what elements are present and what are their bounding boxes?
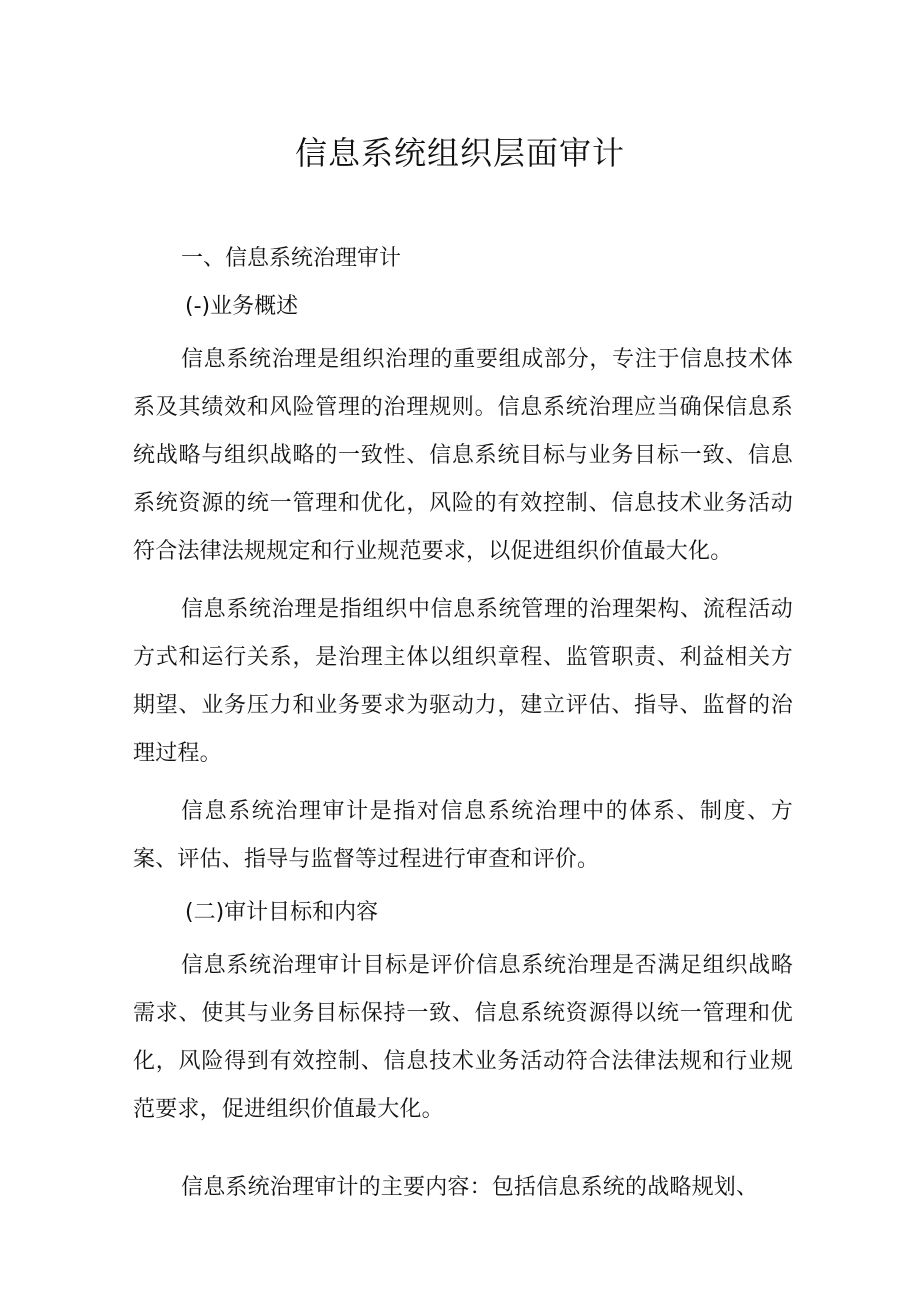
paragraph: 信息系统治理是指组织中信息系统管理的治理架构、流程活动方式和运行关系，是治理主体以组织章程、监管职责、利益相关方期望、业务压力和业务要求为驱动力，建立评估、指导、监督的治理过程。 — [133, 597, 793, 766]
document-title: 信息系统组织层面审计 — [294, 134, 625, 172]
subsection-heading-business-overview: (-)业务概述 — [185, 294, 299, 319]
paragraph: 信息系统治理是组织治理的重要组成部分，专注于信息技术体系及其绩效和风险管理的治理规则。信息系统治理应当确保信息系统战略与组织战略的一致性、信息系统目标与业务目标一致、信息系统资源的统一管理和优化，风险的有效控制、信息技术业务活动符合法律法规规定和行业规范要求，以促进组织价值最大化。 — [133, 347, 793, 564]
subsection-heading-audit-objectives: (二)审计目标和内容 — [185, 900, 379, 925]
section-heading-governance-audit: 一、信息系统治理审计 — [181, 246, 402, 271]
paragraph: 信息系统治理审计是指对信息系统治理中的体系、制度、方案、评估、指导与监督等过程进行审查和评价。 — [133, 799, 793, 872]
paragraph: 信息系统治理审计的主要内容：包括信息系统的战略规划、 — [181, 1175, 759, 1200]
paragraph: 信息系统治理审计目标是评价信息系统治理是否满足组织战略需求、使其与业务目标保持一致、信息系统资源得以统一管理和优化，风险得到有效控制、信息技术业务活动符合法律法规和行业规范要求，促进组织价值最大化。 — [133, 953, 793, 1122]
document-body — [133, 240, 793, 1212]
